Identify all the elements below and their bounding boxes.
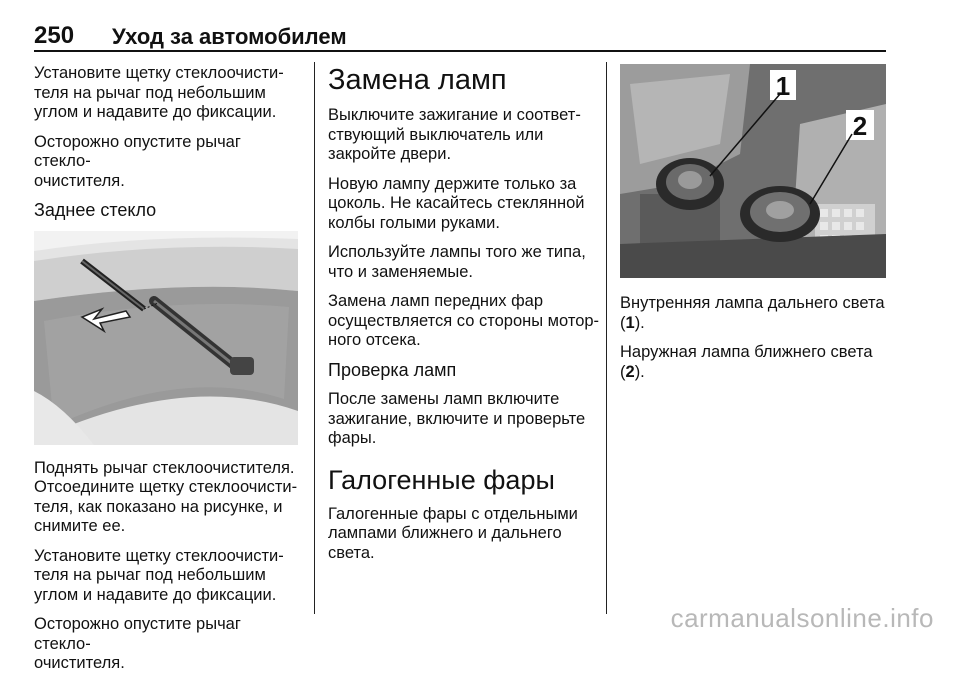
watermark: carmanualsonline.info: [670, 603, 934, 633]
column-divider-1: [314, 62, 315, 614]
paragraph: Используйте лампы того же типа, что и заменяемые.: [328, 243, 586, 281]
headlamp-illustration: [620, 64, 886, 278]
caption-2: Наружная лампа ближнего света (2).: [620, 343, 873, 381]
column-1: [34, 64, 302, 684]
column-divider-2: [606, 62, 607, 614]
paragraph: Установите щетку стеклоочисти- теля на рычаг под небольшим углом и надавите до фиксации.: [34, 546, 284, 604]
column-2: [328, 64, 600, 573]
paragraph: Осторожно опустите рычаг стекло- очистителя.: [34, 132, 241, 190]
paragraph: Выключите зажигание и соответ- ствующий выключатель или закройте двери.: [328, 106, 581, 163]
paragraph: Галогенные фары с отдельными лампами ближнего и дальнего света.: [328, 504, 578, 562]
page-title: Уход за автомобилем: [112, 24, 347, 49]
column-3: [620, 64, 886, 392]
paragraph: Осторожно опустите рычаг стекло- очистителя.: [34, 615, 241, 672]
section-heading: Заднее стекло: [34, 200, 157, 220]
paragraph: После замены ламп включите зажигание, включите и проверьте фары.: [328, 390, 586, 447]
paragraph: Поднять рычаг стеклоочистителя. Отсоедините щетку стеклоочисти- теля, как показано на рисунке, и снимите ее.: [34, 458, 298, 535]
section-heading: Галогенные фары: [328, 464, 555, 495]
paragraph: Установите щетку стеклоочисти- теля на рычаг под небольшим углом и надавите до фиксации.: [34, 64, 284, 121]
header-rule: [34, 50, 886, 52]
rear-wiper-illustration: [34, 231, 298, 445]
callout-2-label: 2: [852, 111, 868, 141]
page-number: 250: [34, 22, 75, 49]
paragraph: Замена ламп передних фар осуществляется со стороны мотор- ного отсека.: [328, 292, 600, 349]
callout-1-label: 1: [775, 71, 791, 101]
section-heading: Замена ламп: [328, 64, 507, 96]
paragraph: Новую лампу держите только за цоколь. Не касайтесь стеклянной колбы голыми руками.: [328, 174, 585, 232]
subsection-heading: Проверка ламп: [328, 359, 457, 380]
caption-1: Внутренняя лампа дальнего света (1).: [620, 294, 885, 332]
